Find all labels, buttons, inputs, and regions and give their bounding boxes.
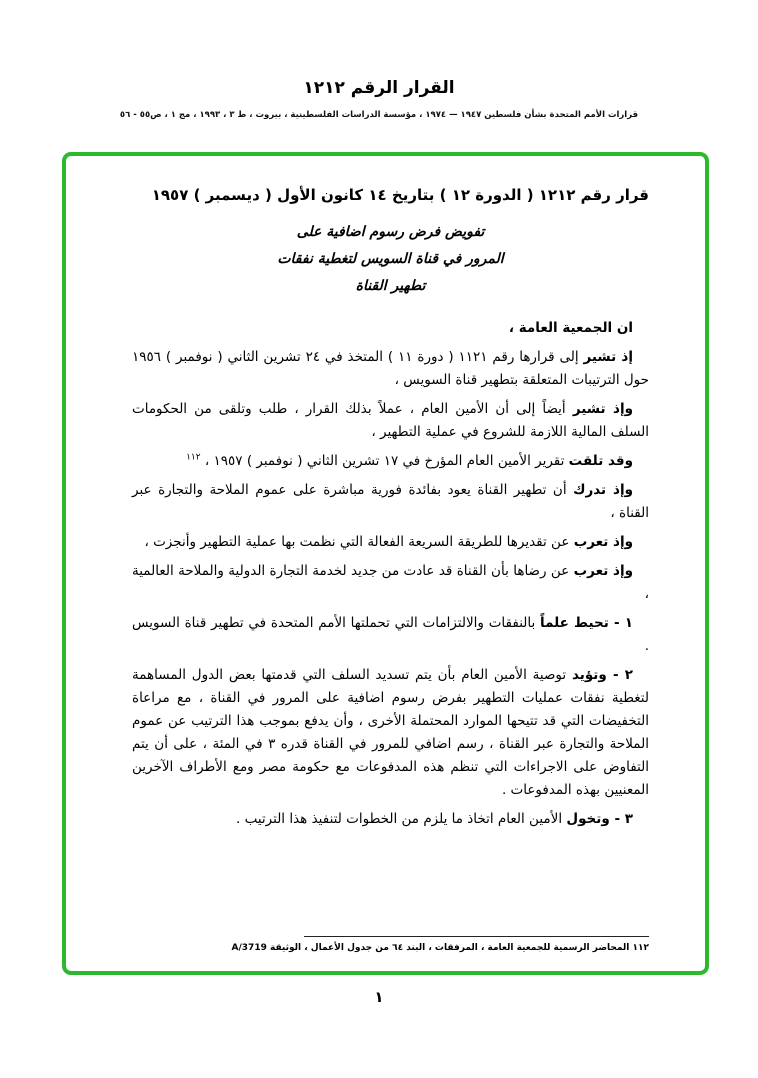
footnote-divider xyxy=(304,936,649,937)
subtitle-line: تفويض فرض رسوم اضافية على xyxy=(296,224,485,240)
paragraph-text: عن تقديرها للطريقة السريعة الفعالة التي نظمت بها عملية التطهير وأنجزت ، xyxy=(144,534,574,550)
paragraph-text: بالنفقات والالتزامات التي تحملتها الأمم المتحدة في تطهير قناة السويس . xyxy=(132,615,649,654)
paragraph-lead: ١ - تحيط علماً xyxy=(540,615,633,631)
resolution-paragraph xyxy=(132,479,649,525)
paragraph-lead: ان الجمعية العامة ، xyxy=(508,320,633,336)
subtitle-line: تطهير القناة xyxy=(355,278,426,294)
resolution-paragraph xyxy=(132,398,649,444)
paragraph-lead: وإذ تشير xyxy=(572,401,633,417)
resolution-paragraph xyxy=(132,346,649,392)
resolution-paragraph xyxy=(132,450,649,473)
subtitle-line: المرور في قناة السويس لتغطية نفقات xyxy=(277,251,504,267)
resolution-paragraph xyxy=(132,531,649,554)
resolution-subtitle xyxy=(132,219,649,300)
resolution-paragraph xyxy=(132,808,649,831)
paragraph-lead: وإذ تدرك xyxy=(573,482,633,498)
paragraph-lead: وإذ تعرب xyxy=(573,563,633,579)
page-title: القرار الرقم ١٢١٢ xyxy=(303,78,455,98)
paragraph-text: الأمين العام اتخاذ ما يلزم من الخطوات لتنفيذ هذا الترتيب . xyxy=(236,811,567,827)
paragraph-lead: ٣ - وتخول xyxy=(566,811,633,827)
document-body xyxy=(66,156,705,971)
paragraph-text: تقرير الأمين العام المؤرخ في ١٧ تشرين الثاني ( نوفمبر ) ١٩٥٧ ، xyxy=(200,453,569,469)
paragraph-text: عن رضاها بأن القناة قد عادت من جديد لخدمة التجارة الدولية والملاحة العالمية ، xyxy=(132,563,649,602)
paragraph-lead: وقد تلقت xyxy=(568,453,633,469)
paragraph-lead: وإذ تعرب xyxy=(573,534,633,550)
footnote-text: ١١٢ المحاضر الرسمية للجمعية العامة ، المرفقات ، البند ٦٤ من جدول الأعمال ، الوثيقة A/3719 xyxy=(231,943,649,953)
source-citation: قرارات الأمم المتحدة بشأن فلسطين ١٩٤٧ — ١٩٧٤ ، مؤسسة الدراسات الفلسطينية ، بيروت ، ط ٣ ، ١٩٩٣ ، مج ١ ، ص٥٥ - ٥٦ xyxy=(119,110,639,120)
paragraph-text: أن تطهير القناة يعود بفائدة فورية مباشرة على عموم الملاحة والتجارة عبر القناة ، xyxy=(132,482,649,521)
resolution-paragraph xyxy=(132,664,649,802)
paragraph-text: إلى قرارها رقم ١١٢١ ( دورة ١١ ) المتخذ في ٢٤ تشرين الثاني ( نوفمبر ) ١٩٥٦ حول الترتيبات المتعلقة بتطهير قناة السويس ، xyxy=(132,349,649,388)
paragraph-lead: إذ تشير xyxy=(583,349,633,365)
footnote xyxy=(132,928,649,955)
page-number: ١ xyxy=(374,988,384,1006)
paragraph-text: أيضاً إلى أن الأمين العام ، عملاً بذلك القرار ، طلب وتلقى من الحكومات السلف المالية اللازمة للشروع في عملية التطهير ، xyxy=(132,401,649,440)
paragraph-text: توصية الأمين العام بأن يتم تسديد السلف التي قدمتها بعض الدول المساهمة لتغطية نفقات عمليات التطهير بفرض رسوم اضافية على المرور في القناة ، مع مراعاة التخفيضات التي قد تتيحها الموارد المحتملة الأخرى ، وأن يدفع بموجب هذا الترتيب عن عموم الملاحة والتجارة عبر القناة ، رسم اضافي للمرور في القناة قدره ٣ في المئة ، على أن يتم التفاوض على الاجراءات التي تنظم هذه المدفوعات مع حكومة مصر ومع الأطراف الآخرين المعنيين بهذه المدفوعات . xyxy=(132,667,649,798)
paragraph-lead: ٢ - وتؤيد xyxy=(571,667,634,683)
resolution-paragraph xyxy=(132,560,649,606)
resolution-paragraph xyxy=(132,317,649,340)
footnote-reference: ١١٢ xyxy=(186,452,201,463)
resolution-heading: قرار رقم ١٢١٢ ( الدورة ١٢ ) بتاريخ ١٤ كانون الأول ( ديسمبر ) ١٩٥٧ xyxy=(151,186,649,204)
resolution-paragraph xyxy=(132,612,649,658)
highlight-box xyxy=(62,152,709,975)
